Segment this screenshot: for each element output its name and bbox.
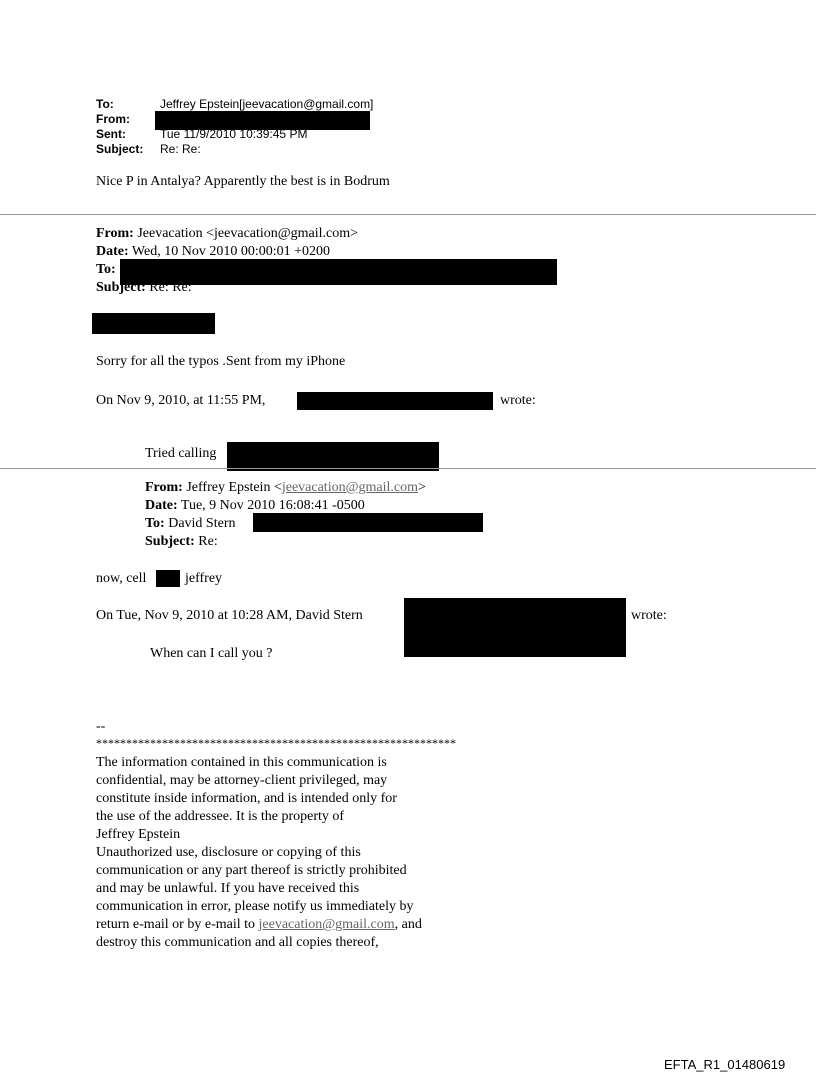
quoted-from xyxy=(145,480,426,496)
redaction-block xyxy=(404,598,626,657)
wrote2-suffix: wrote: xyxy=(631,608,667,623)
redaction-block xyxy=(297,392,493,410)
msg2-date xyxy=(96,244,330,260)
msg2-from-label: From: xyxy=(96,226,134,241)
disclaimer-line: Jeffrey Epstein xyxy=(96,827,181,842)
disclaimer-line: and may be unlawful. If you have received this xyxy=(96,881,360,896)
msg2-subject-label: Subject: xyxy=(96,280,146,295)
msg2-body: Sorry for all the typos .Sent from my iPhone xyxy=(96,354,346,369)
disclaimer-line: Unauthorized use, disclosure or copying of this xyxy=(96,845,361,860)
from-label: From: xyxy=(96,112,130,126)
quoted-from-email-link[interactable]: jeevacation@gmail.com xyxy=(281,480,418,495)
to-value: Jeffrey Epstein[jeevacation@gmail.com] xyxy=(160,97,374,111)
msg2-from xyxy=(96,226,358,242)
separator-line xyxy=(0,214,816,215)
redaction-block xyxy=(92,313,215,334)
disclaimer-text: , and xyxy=(394,917,422,932)
separator-line xyxy=(0,468,816,469)
quoted-subject xyxy=(145,534,218,550)
sent-value: Tue 11/9/2010 10:39:45 PM xyxy=(160,127,308,141)
disclaimer-line: constitute inside information, and is intended only for xyxy=(96,791,397,806)
document-id: EFTA_R1_01480619 xyxy=(664,1057,786,1072)
disclaimer-line: confidential, may be attorney-client privileged, may xyxy=(96,773,388,788)
subject-value: Re: Re: xyxy=(160,142,201,156)
redaction-block xyxy=(227,442,439,471)
to-label: To: xyxy=(96,97,114,111)
quoted-date-label: Date: xyxy=(145,498,178,513)
quoted-to-value: David Stern xyxy=(168,516,236,531)
quoted-to xyxy=(145,516,235,532)
subject-label: Subject: xyxy=(96,142,144,156)
msg2-wrote-suffix: wrote: xyxy=(500,393,536,408)
disclaimer-text: return e-mail or by e-mail to xyxy=(96,917,255,932)
wrote2-prefix: On Tue, Nov 9, 2010 at 10:28 AM, David Stern xyxy=(96,608,363,623)
quoted-subject-label: Subject: xyxy=(145,534,195,549)
quoted-from-close: > xyxy=(417,480,426,495)
quoted-from-label: From: xyxy=(145,480,183,495)
msg2-from-value: Jeevacation <jeevacation@gmail.com> xyxy=(137,226,359,241)
disclaimer-line xyxy=(96,916,422,934)
msg2-wrote-prefix: On Nov 9, 2010, at 11:55 PM, xyxy=(96,393,266,408)
msg2-to-label: To: xyxy=(96,262,116,277)
msg2-date-label: Date: xyxy=(96,244,129,259)
quoted-from-name: Jeffrey Epstein < xyxy=(186,480,282,495)
signature-dashes: -- xyxy=(96,719,106,734)
quoted-subject-value: Re: xyxy=(198,534,218,549)
redaction-block xyxy=(253,513,483,532)
sent-label: Sent: xyxy=(96,127,126,141)
redaction-block xyxy=(156,570,180,587)
quoted-to-label: To: xyxy=(145,516,165,531)
body3-prefix: now, cell xyxy=(96,571,147,586)
msg2-subject-value: Re: Re: xyxy=(149,280,192,295)
message-body: Nice P in Antalya? Apparently the best is in Bodrum xyxy=(96,174,390,189)
disclaimer-line: communication or any part thereof is strictly prohibited xyxy=(96,863,407,878)
msg2-date-value: Wed, 10 Nov 2010 00:00:01 +0200 xyxy=(131,244,330,259)
disclaimer-email-link[interactable]: jeevacation@gmail.com xyxy=(258,917,395,932)
question-text: When can I call you ? xyxy=(150,646,273,661)
tried-calling-text: Tried calling xyxy=(145,446,217,461)
msg2-subject xyxy=(96,280,192,296)
signature-stars: ************************************************************ xyxy=(96,736,456,750)
disclaimer-line: communication in error, please notify us immediately by xyxy=(96,899,414,914)
body3-suffix: jeffrey xyxy=(185,571,223,586)
disclaimer-line: the use of the addressee. It is the property of xyxy=(96,809,345,824)
disclaimer-line: destroy this communication and all copies thereof, xyxy=(96,935,379,950)
disclaimer-block xyxy=(96,754,422,952)
quoted-date xyxy=(145,498,365,514)
quoted-date-value: Tue, 9 Nov 2010 16:08:41 -0500 xyxy=(180,498,365,513)
disclaimer-line: The information contained in this communication is xyxy=(96,755,387,770)
